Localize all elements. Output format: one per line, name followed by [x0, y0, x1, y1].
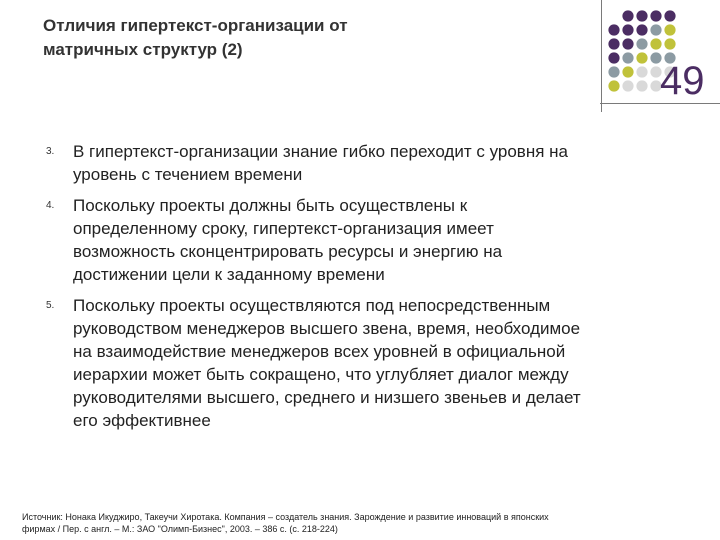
- decor-dot: [608, 24, 619, 35]
- list-item-number: 3.: [46, 146, 55, 157]
- list-item-line: возможность сконцентрировать ресурсы и энергию на: [73, 242, 503, 261]
- decor-dot: [622, 52, 633, 63]
- decor-vertical-divider: [601, 0, 602, 112]
- decor-dot: [636, 80, 647, 91]
- decor-dot: [622, 24, 633, 35]
- list-item-line: его эффективнее: [73, 411, 211, 430]
- decor-dot: [664, 24, 675, 35]
- list-item-line: на взаимодействие менеджеров всех уровней в официальной: [73, 342, 566, 361]
- slide-number: 49: [660, 59, 705, 103]
- decor-dot: [664, 10, 675, 21]
- list-item-number: 5.: [46, 300, 55, 311]
- list-item-line: определенному сроку, гипертекст-организация имеет: [73, 219, 494, 238]
- decor-dot: [622, 66, 633, 77]
- source-citation: [22, 511, 702, 535]
- decor-dot: [608, 80, 619, 91]
- decor-dot: [650, 38, 661, 49]
- decor-dot: [608, 52, 619, 63]
- decor-dot: [622, 10, 633, 21]
- decor-dot: [636, 66, 647, 77]
- decor-dot: [664, 38, 675, 49]
- decor-dot: [608, 66, 619, 77]
- slide-title: [43, 14, 563, 62]
- decor-dot: [636, 10, 647, 21]
- list-item-line: руководителями высшего, среднего и низшего звеньев и делает: [73, 388, 581, 407]
- source-line: фирмах / Пер. с англ. – М.: ЗАО "Олимп-Бизнес", 2003. – 386 с. (с. 218-224): [22, 524, 338, 534]
- slide-title-line-1: Отличия гипертекст-организации от: [43, 16, 348, 35]
- list-item-line: уровень с течением времени: [73, 165, 303, 184]
- list-item-text: [73, 140, 688, 186]
- list-item-line: руководством менеджеров высшего звена, время, необходимое: [73, 319, 581, 338]
- list-item-line: иерархии может быть сокращено, что углубляет диалог между: [73, 365, 569, 384]
- list-item-number: 4.: [46, 200, 55, 211]
- decor-dot: [650, 10, 661, 21]
- decor-dot: [636, 24, 647, 35]
- slide-title-line-2: матричных структур (2): [43, 40, 243, 59]
- decor-dot: [622, 38, 633, 49]
- list-item-line: Поскольку проекты должны быть осуществлены к: [73, 196, 468, 215]
- list-item-line: достижении цели к заданному времени: [73, 265, 385, 284]
- list-item-text: [73, 194, 688, 286]
- decor-dot: [636, 38, 647, 49]
- decor-dot: [636, 52, 647, 63]
- decor-dot: [622, 80, 633, 91]
- decor-dot: [650, 24, 661, 35]
- list-item-line: В гипертекст-организации знание гибко переходит с уровня на: [73, 142, 568, 161]
- list-item-text: [73, 294, 688, 432]
- source-line: Источник: Нонака Икуджиро, Такеучи Хиротака. Компания – создатель знания. Зарождение и развитие инноваций в японских: [22, 512, 549, 522]
- list-item-line: Поскольку проекты осуществляются под непосредственным: [73, 296, 551, 315]
- decor-dot: [608, 38, 619, 49]
